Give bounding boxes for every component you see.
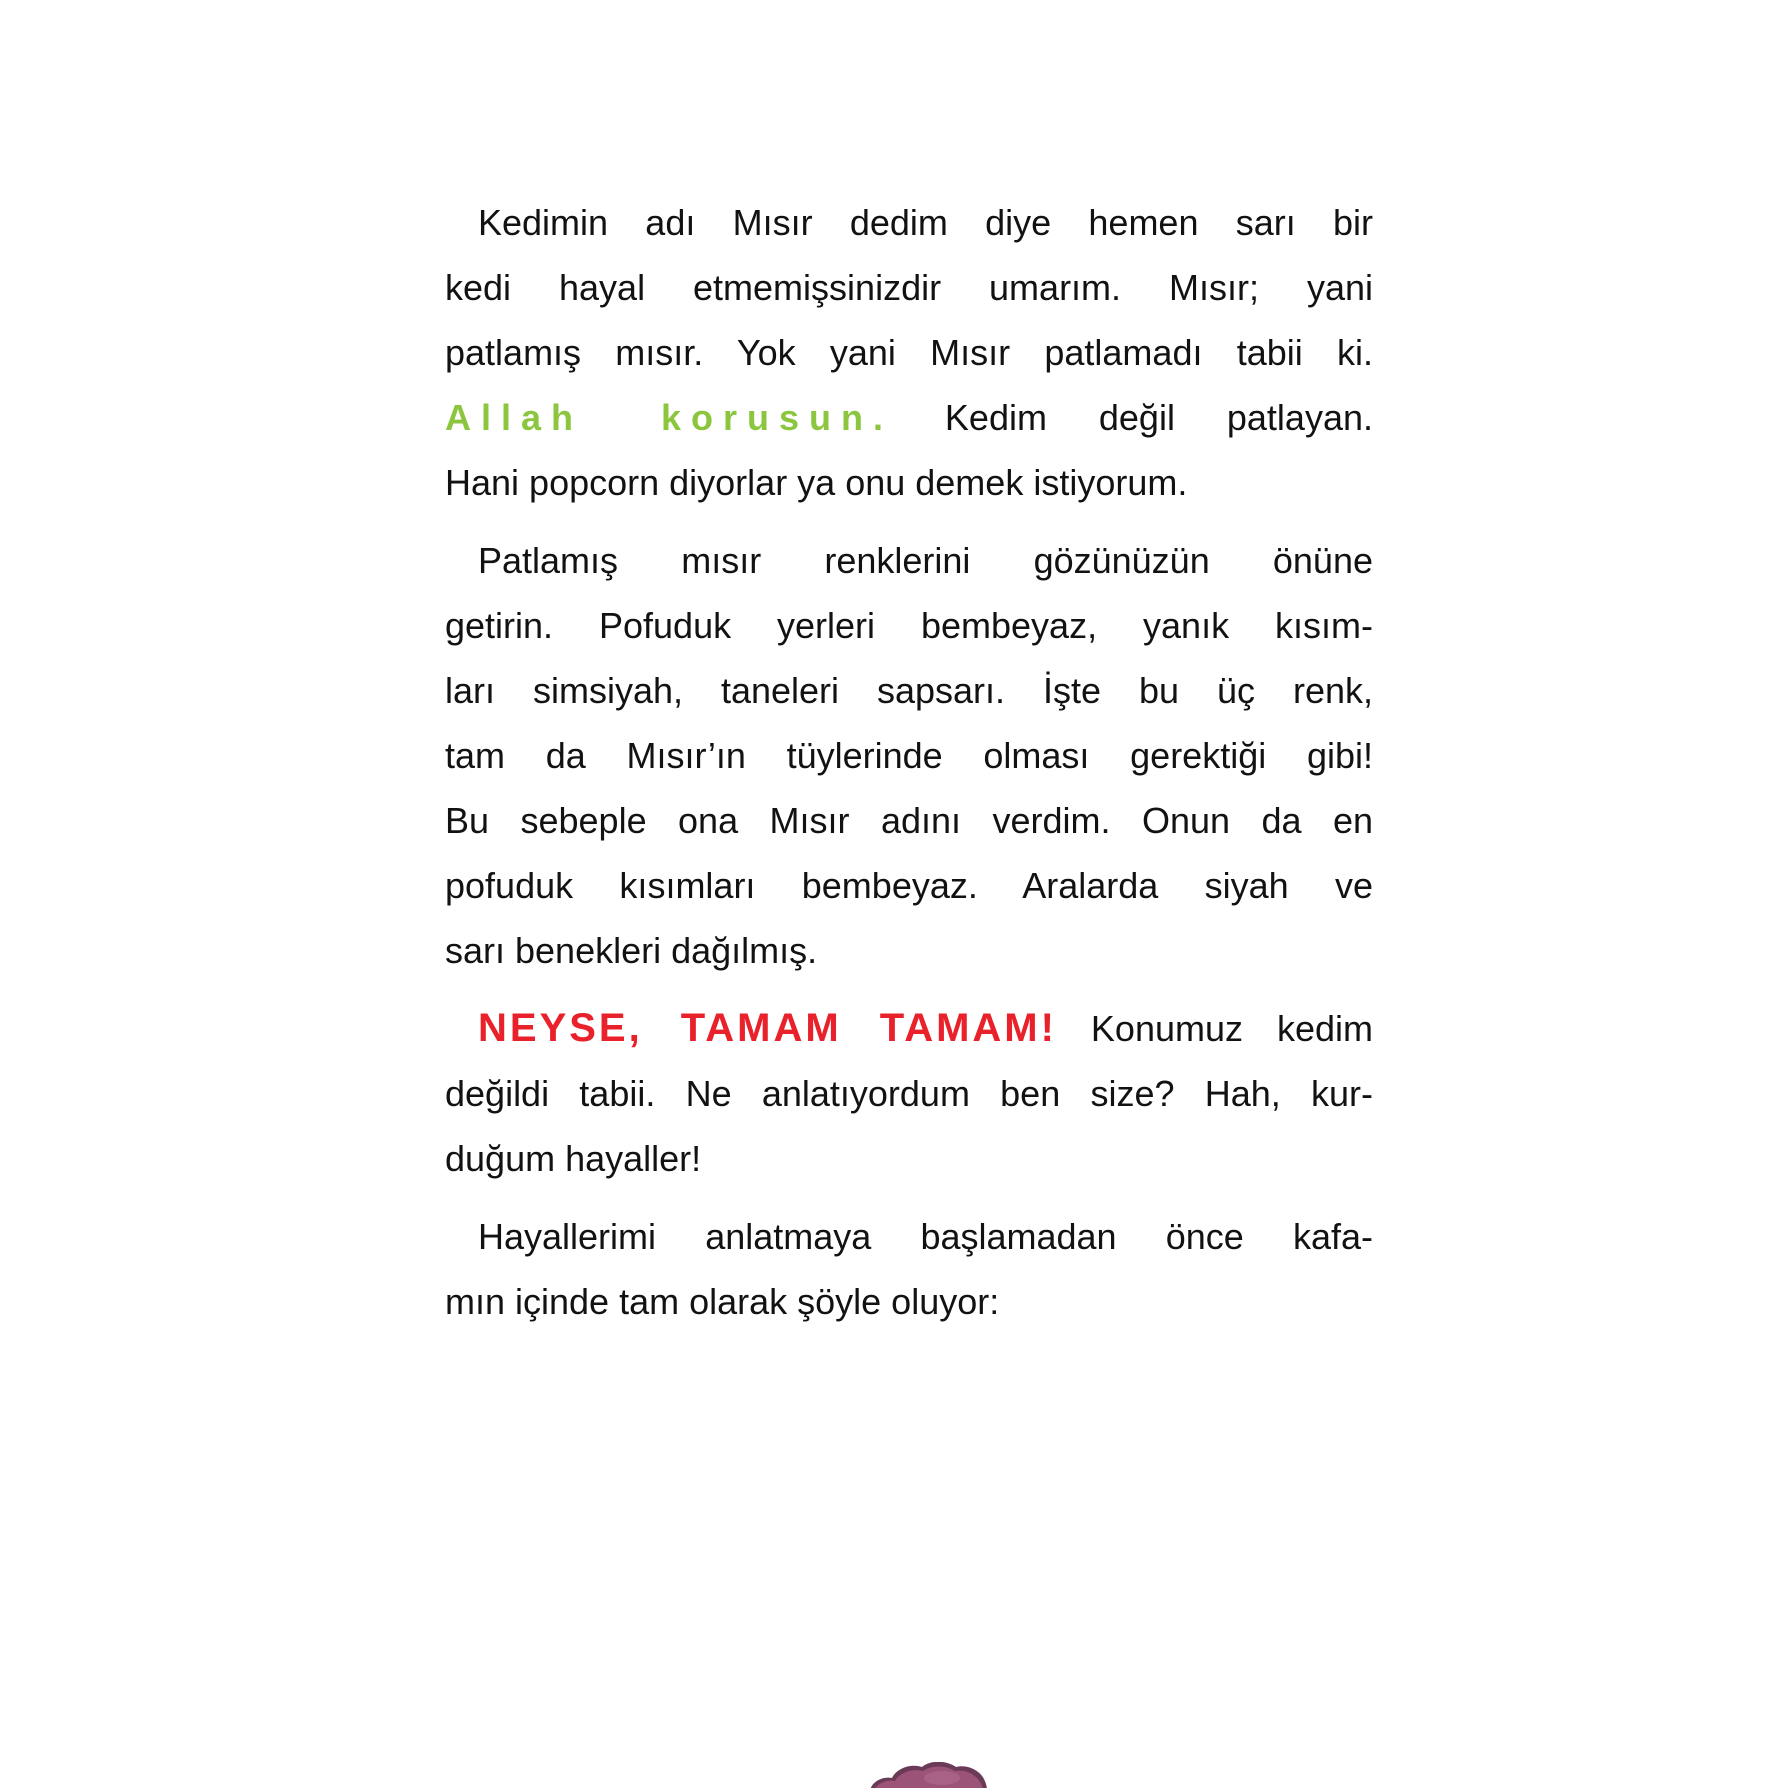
body-text: Bu sebeple ona Mısır adını verdim. Onun da en bbox=[445, 800, 1373, 841]
text-line bbox=[445, 1204, 1373, 1269]
body-text: Patlamış mısır renklerini gözünüzün önüne bbox=[478, 540, 1373, 581]
body-text: sarı benekleri dağılmış. bbox=[445, 930, 818, 971]
body-text: tam da Mısır’ın tüylerinde olması gerektiği gibi! bbox=[445, 735, 1373, 776]
highlight-red-text: NEYSE, TAMAM TAMAM! bbox=[478, 1006, 1057, 1050]
text-line bbox=[445, 658, 1373, 723]
body-text: Kedimin adı Mısır dedim diye hemen sarı bir bbox=[478, 202, 1373, 243]
body-text: mın içinde tam olarak şöyle oluyor: bbox=[445, 1281, 1000, 1322]
paragraph-2 bbox=[445, 528, 1373, 983]
paragraph-1 bbox=[445, 190, 1373, 515]
text-line bbox=[445, 450, 1373, 515]
body-text: Hayallerimi anlatmaya başlamadan önce kafa- bbox=[478, 1216, 1373, 1257]
body-text: duğum hayaller! bbox=[445, 1138, 702, 1179]
paragraph-4 bbox=[445, 1204, 1373, 1334]
text-line bbox=[445, 385, 1373, 450]
body-text: pofuduk kısımları bembeyaz. Aralarda siyah ve bbox=[445, 865, 1373, 906]
body-text: getirin. Pofuduk yerleri bembeyaz, yanık kısım- bbox=[445, 605, 1373, 646]
text-line bbox=[445, 528, 1373, 593]
body-text: Konumuz kedim bbox=[1056, 1008, 1373, 1049]
purple-hair-illustration bbox=[868, 1762, 990, 1788]
text-line bbox=[445, 853, 1373, 918]
text-line bbox=[445, 320, 1373, 385]
text-line bbox=[445, 723, 1373, 788]
text-line bbox=[445, 190, 1373, 255]
story-text-block bbox=[445, 190, 1373, 1347]
text-line bbox=[445, 788, 1373, 853]
text-line bbox=[445, 593, 1373, 658]
body-text: ları simsiyah, taneleri sapsarı. İşte bu üç renk, bbox=[445, 670, 1373, 711]
text-line bbox=[445, 1126, 1373, 1191]
text-line bbox=[445, 1269, 1373, 1334]
body-text: değildi tabii. Ne anlatıyordum ben size? Hah, kur- bbox=[445, 1073, 1373, 1114]
text-line bbox=[445, 1061, 1373, 1126]
highlight-green-text: Allah korusun. bbox=[445, 397, 893, 438]
paragraph-3 bbox=[445, 996, 1373, 1191]
body-text: Hani popcorn diyorlar ya onu demek istiyorum. bbox=[445, 462, 1188, 503]
hair-highlight bbox=[924, 1771, 960, 1785]
text-line bbox=[445, 996, 1373, 1061]
body-text: patlamış mısır. Yok yani Mısır patlamadı tabii ki. bbox=[445, 332, 1373, 373]
text-line bbox=[445, 918, 1373, 983]
body-text: kedi hayal etmemişsinizdir umarım. Mısır; yani bbox=[445, 267, 1373, 308]
body-text: Kedim değil patlayan. bbox=[892, 397, 1373, 438]
text-line bbox=[445, 255, 1373, 320]
